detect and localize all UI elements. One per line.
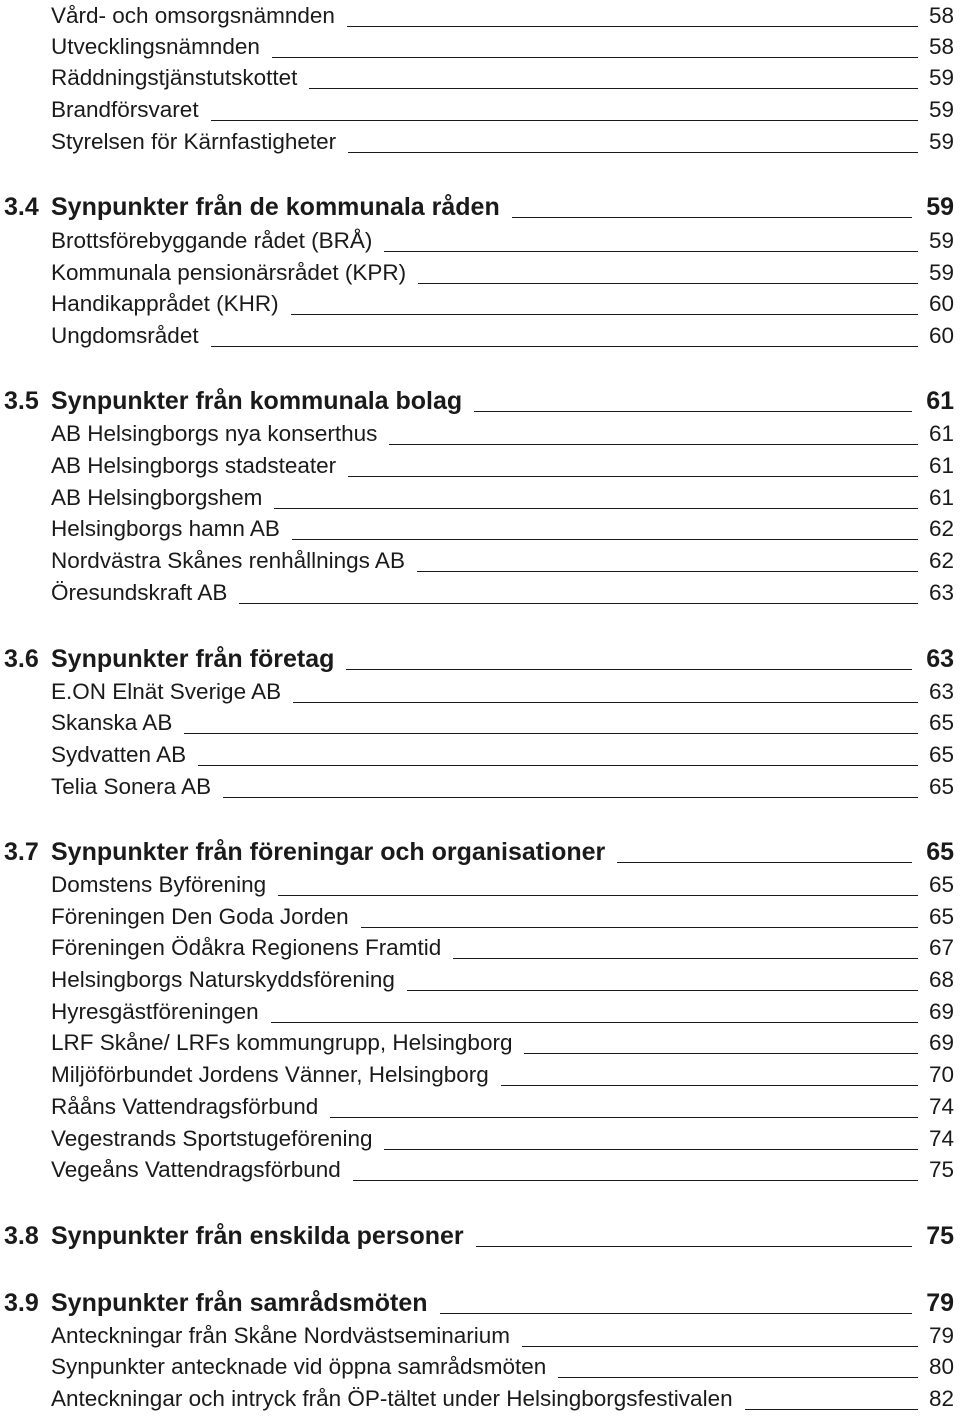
section-number: 3.4 [4, 193, 39, 221]
page-number: 65 [928, 904, 954, 929]
toc-entry[interactable] [0, 901, 960, 933]
toc-label: AB Helsingborgs nya konserthus [51, 418, 389, 450]
toc-entry[interactable] [0, 450, 960, 482]
toc-label: Föreningen Den Goda Jorden [51, 901, 361, 933]
toc-label: Nordvästra Skånes renhållnings AB [51, 545, 417, 577]
page-number: 59 [928, 129, 954, 154]
toc-entry[interactable] [0, 288, 960, 320]
section-number: 3.6 [4, 645, 39, 673]
toc-label: Skanska AB [51, 707, 184, 739]
toc-section-heading[interactable] [0, 191, 960, 223]
page-number: 59 [928, 260, 954, 285]
toc-entry[interactable] [0, 545, 960, 577]
page-number: 79 [928, 1323, 954, 1348]
toc-label: Öresundskraft AB [51, 577, 239, 609]
page-number: 68 [928, 967, 954, 992]
toc-label: AB Helsingborgshem [51, 482, 274, 514]
page-number: 65 [926, 838, 954, 866]
toc-entry[interactable] [0, 225, 960, 257]
toc-label: Räddningstjänstutskottet [51, 62, 309, 94]
page-number: 60 [928, 291, 954, 316]
toc-label: Handikapprådet (KHR) [51, 288, 291, 320]
section-number: 3.5 [4, 387, 39, 415]
page-number: 69 [928, 999, 954, 1024]
toc-section-heading[interactable] [0, 643, 960, 675]
toc-label: Domstens Byförening [51, 869, 278, 901]
page-number: 61 [928, 485, 954, 510]
toc-entry[interactable] [0, 676, 960, 708]
toc-entry[interactable] [0, 1059, 960, 1091]
toc-label: AB Helsingborgs stadsteater [51, 450, 348, 482]
page-number: 65 [928, 872, 954, 897]
toc-label: Utvecklingsnämnden [51, 31, 272, 63]
page-number: 59 [928, 97, 954, 122]
page-number: 63 [926, 645, 954, 673]
page-number: 67 [928, 935, 954, 960]
page-number: 61 [926, 387, 954, 415]
toc-entry[interactable] [0, 739, 960, 771]
page-number: 65 [928, 710, 954, 735]
toc-entry[interactable] [0, 707, 960, 739]
toc-entry[interactable] [0, 62, 960, 94]
toc-label: Synpunkter från föreningar och organisationer [51, 836, 617, 868]
toc-section-heading[interactable] [0, 1287, 960, 1319]
toc-entry[interactable] [0, 94, 960, 126]
toc-entry[interactable] [0, 0, 960, 32]
toc-label: Synpunkter från de kommunala råden [51, 191, 512, 223]
page-number: 58 [928, 3, 954, 28]
toc-entry[interactable] [0, 1320, 960, 1352]
toc-label: Synpunkter från enskilda personer [51, 1220, 476, 1252]
page-number: 59 [926, 193, 954, 221]
toc-entry[interactable] [0, 964, 960, 996]
toc-label: Helsingborgs Naturskyddsförening [51, 964, 407, 996]
toc-entry[interactable] [0, 932, 960, 964]
page-number: 75 [928, 1157, 954, 1182]
toc-entry[interactable] [0, 996, 960, 1028]
toc-label: E.ON Elnät Sverige AB [51, 676, 293, 708]
toc-label: Synpunkter från kommunala bolag [51, 385, 474, 417]
page-number: 65 [928, 774, 954, 799]
toc-entry[interactable] [0, 482, 960, 514]
toc-section-heading[interactable] [0, 1220, 960, 1252]
toc-entry[interactable] [0, 1351, 960, 1383]
toc-label: Kommunala pensionärsrådet (KPR) [51, 257, 418, 289]
toc-label: Helsingborgs hamn AB [51, 513, 292, 545]
page-number: 63 [928, 580, 954, 605]
toc-label: Anteckningar från Skåne Nordvästseminarium [51, 1320, 522, 1352]
toc-entry[interactable] [0, 513, 960, 545]
toc-label: Vegestrands Sportstugeförening [51, 1123, 384, 1155]
toc-label: Föreningen Ödåkra Regionens Framtid [51, 932, 453, 964]
toc-label: Ungdomsrådet [51, 320, 211, 352]
toc-entry[interactable] [0, 31, 960, 63]
toc-entry[interactable] [0, 771, 960, 803]
toc-label: Styrelsen för Kärnfastigheter [51, 126, 348, 158]
toc-label: Vård- och omsorgsnämnden [51, 0, 347, 32]
toc-label: Vegeåns Vattendragsförbund [51, 1154, 353, 1186]
toc-label: Synpunkter antecknade vid öppna samrådsmöten [51, 1351, 558, 1383]
toc-entry[interactable] [0, 1123, 960, 1155]
page-number: 59 [928, 65, 954, 90]
toc-entry[interactable] [0, 126, 960, 158]
page-number: 74 [928, 1126, 954, 1151]
toc-label: Hyresgästföreningen [51, 996, 271, 1028]
section-number: 3.8 [4, 1222, 39, 1250]
toc-label: Miljöförbundet Jordens Vänner, Helsingborg [51, 1059, 501, 1091]
toc-entry[interactable] [0, 1383, 960, 1415]
toc-entry[interactable] [0, 1091, 960, 1123]
toc-entry[interactable] [0, 418, 960, 450]
toc-entry[interactable] [0, 577, 960, 609]
toc-label: Brandförsvaret [51, 94, 211, 126]
section-number: 3.7 [4, 838, 39, 866]
toc-entry[interactable] [0, 257, 960, 289]
toc-section-heading[interactable] [0, 836, 960, 868]
toc-label: Rååns Vattendragsförbund [51, 1091, 330, 1123]
toc-label: Anteckningar och intryck från ÖP-tältet under Helsingborgsfestivalen [51, 1383, 745, 1415]
toc-entry[interactable] [0, 869, 960, 901]
toc-entry[interactable] [0, 1027, 960, 1059]
page-number: 60 [928, 323, 954, 348]
toc-label: Sydvatten AB [51, 739, 198, 771]
page-number: 82 [928, 1386, 954, 1411]
section-number: 3.9 [4, 1289, 39, 1317]
page-number: 79 [926, 1289, 954, 1317]
toc-entry[interactable] [0, 1154, 960, 1186]
page-number: 59 [928, 228, 954, 253]
page-number: 62 [928, 548, 954, 573]
toc-label: Telia Sonera AB [51, 771, 223, 803]
page-number: 69 [928, 1030, 954, 1055]
toc-label: Synpunkter från samrådsmöten [51, 1287, 440, 1319]
page-number: 62 [928, 516, 954, 541]
toc-section-heading[interactable] [0, 385, 960, 417]
page-number: 58 [928, 34, 954, 59]
page-number: 75 [926, 1222, 954, 1250]
toc-label: Brottsförebyggande rådet (BRÅ) [51, 225, 384, 257]
page-number: 70 [928, 1062, 954, 1087]
page-number: 61 [928, 453, 954, 478]
page-number: 65 [928, 742, 954, 767]
toc-label: LRF Skåne/ LRFs kommungrupp, Helsingborg [51, 1027, 524, 1059]
page-number: 74 [928, 1094, 954, 1119]
toc-label: Synpunkter från företag [51, 643, 346, 675]
page-number: 61 [928, 421, 954, 446]
page-number: 80 [928, 1354, 954, 1379]
page-number: 63 [928, 679, 954, 704]
toc-entry[interactable] [0, 320, 960, 352]
